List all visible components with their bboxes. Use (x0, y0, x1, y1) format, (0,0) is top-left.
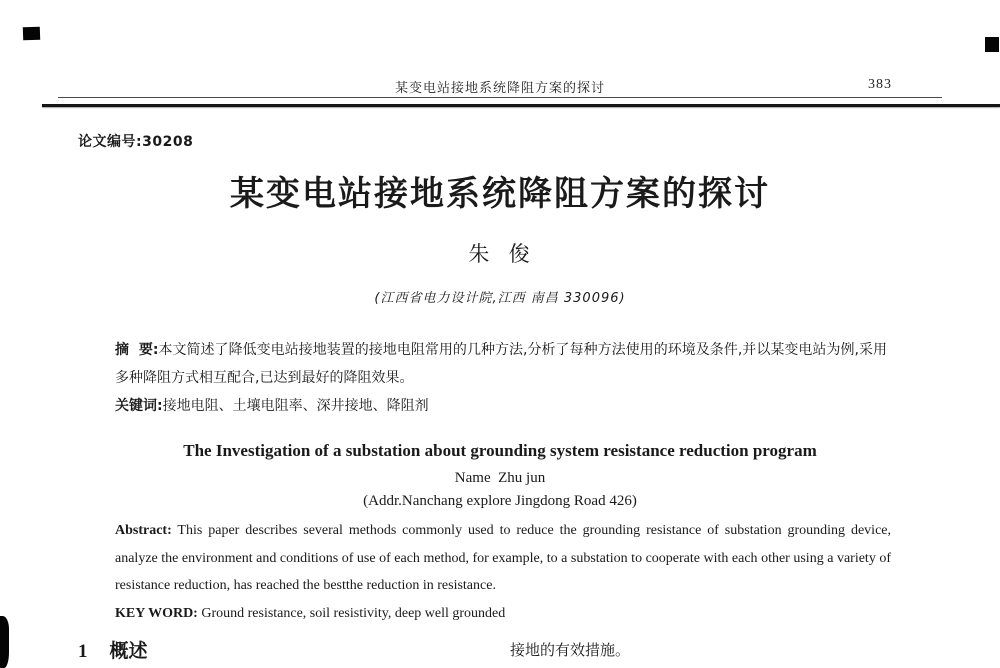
abstract-label-en: Abstract: (115, 523, 172, 538)
section-1-heading (78, 636, 148, 663)
abstract-text-en: This paper describes several methods commonly used to reduce the grounding resistance of substation grounding device, analyze the environment and conditions of use of each method, for example, to a substation to cooperate with each other using a variety of resistance reduction, has reached the bestthe reduction in resistance. (115, 523, 891, 593)
paper-title-cn: 某变电站接地系统降阻方案的探讨 (230, 174, 770, 214)
affiliation-cn: (江西省电力设计院,江西 南昌 330096) (374, 291, 626, 306)
author-en: Name Zhu jun (454, 470, 546, 486)
paper-title-en: The Investigation of a substation about grounding system resistance reduction program (183, 441, 817, 460)
author-cn: 朱 俊 (468, 242, 532, 266)
header-rule-thick (42, 104, 1000, 107)
header-rule-thin (58, 97, 942, 98)
keywords-cn (115, 392, 887, 420)
running-header (0, 77, 1000, 96)
page-number: 383 (868, 77, 892, 92)
keywords-en (115, 600, 891, 628)
abstract-block-en (115, 517, 891, 627)
keywords-text-en: Ground resistance, soil resistivity, deep well grounded (197, 605, 506, 621)
keywords-text-cn: 接地电阻、土壤电阻率、深井接地、降阻剂 (162, 398, 429, 414)
section-1-title: 概述 (109, 640, 148, 662)
paper-id: 论文编号:30208 (78, 134, 194, 150)
affiliation-en: (Addr.Nanchang explore Jingdong Road 426) (363, 493, 637, 509)
abstract-block-cn (115, 336, 887, 420)
abstract-text-cn: 本文简述了降低变电站接地装置的接地电阻常用的几种方法,分析了每种方法使用的环境及条件,并以某变电站为例,采用多种降阻方式相互配合,已达到最好的降阻效果。 (115, 342, 887, 386)
running-header-title: 某变电站接地系统降阻方案的探讨 (394, 81, 605, 96)
section-1-number: 1 (78, 641, 88, 662)
scan-artifact-top-right (985, 37, 999, 52)
abstract-en (115, 517, 891, 600)
abstract-cn (115, 336, 887, 392)
scan-artifact-bottom-left (0, 616, 9, 668)
column-2-text: 接地的有效措施。 (510, 641, 631, 659)
keywords-label-cn: 关键词: (115, 398, 163, 414)
abstract-label-cn: 摘 要: (115, 342, 159, 358)
keywords-label-en: KEY WORD: (115, 605, 198, 621)
scan-artifact-top-left (23, 27, 40, 41)
